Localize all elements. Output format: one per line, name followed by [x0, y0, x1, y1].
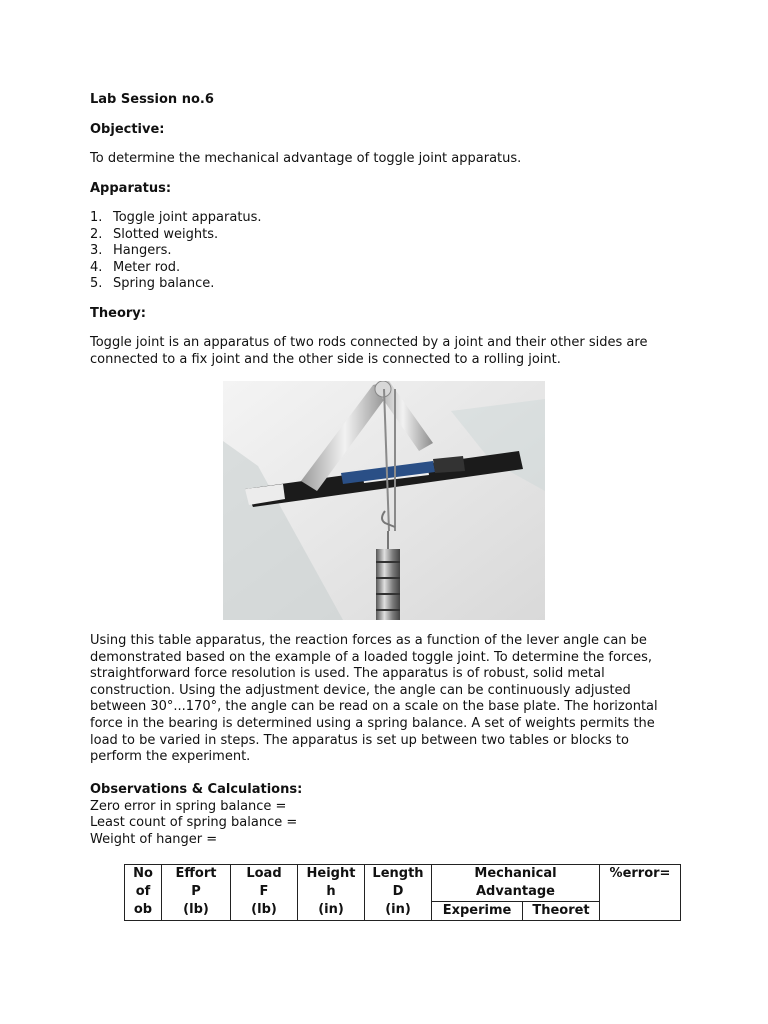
list-text: Spring balance.	[113, 276, 215, 292]
list-text: Meter rod.	[113, 259, 181, 275]
list-number: 2.	[90, 226, 103, 242]
apparatus-heading: Apparatus:	[90, 181, 172, 196]
list-text: Slotted weights.	[113, 226, 219, 242]
list-text: Toggle joint apparatus.	[113, 210, 262, 225]
col-experimental: Experime	[432, 902, 523, 921]
least-count-line: Least count of spring balance =	[90, 815, 298, 830]
col-mechanical-advantage: Mechanical Advantage	[432, 865, 600, 902]
hanger-weight-line: Weight of hanger =	[90, 832, 218, 847]
col-height: Height h (in)	[298, 865, 365, 921]
list-number: 3.	[90, 243, 103, 259]
objective-text: To determine the mechanical advantage of toggle joint apparatus.	[90, 151, 522, 166]
list-number: 5.	[90, 276, 103, 292]
col-theoretical: Theoret	[523, 902, 600, 921]
col-effort: Effort P (lb)	[162, 865, 231, 921]
zero-error-line: Zero error in spring balance =	[90, 799, 287, 814]
observation-table	[124, 864, 681, 921]
list-text: Hangers.	[113, 243, 172, 259]
apparatus-list	[90, 210, 690, 293]
list-item	[90, 210, 690, 227]
col-length: Length D (in)	[365, 865, 432, 921]
list-item	[90, 276, 690, 293]
list-number: 4.	[90, 259, 103, 275]
list-item	[90, 243, 690, 260]
col-no-of-ob: No of ob	[125, 865, 162, 921]
list-number: 1.	[90, 210, 103, 225]
col-load: Load F (lb)	[231, 865, 298, 921]
objective-heading: Objective:	[90, 122, 165, 137]
toggle-joint-photo	[223, 381, 545, 620]
theory-heading: Theory:	[90, 306, 146, 321]
list-item	[90, 260, 690, 277]
theory-description: Using this table apparatus, the reaction forces as a function of the lever angle can be demonstrated based on the example of a loaded toggle joint. To determine the forces, straightforward force resolution is used. The apparatus is of robust, solid metal construction. Using the adjustment device, the angle can be continuously adjusted between 30°...170°, the angle can be read on a scale on the base plate. The horizontal force in the bearing is determined using a spring balance. A set of weights permits the load to be varied in steps. The apparatus is set up between two tables or blocks to perform the experiment.	[90, 633, 658, 765]
list-item	[90, 227, 690, 244]
col-percent-error: %error=	[600, 865, 681, 921]
theory-text: Toggle joint is an apparatus of two rods connected by a joint and their other sides are connected to a fix joint and the other side is connected to a rolling joint.	[90, 335, 648, 367]
lab-title: Lab Session no.6	[90, 92, 214, 107]
observations-heading: Observations & Calculations:	[90, 782, 303, 797]
